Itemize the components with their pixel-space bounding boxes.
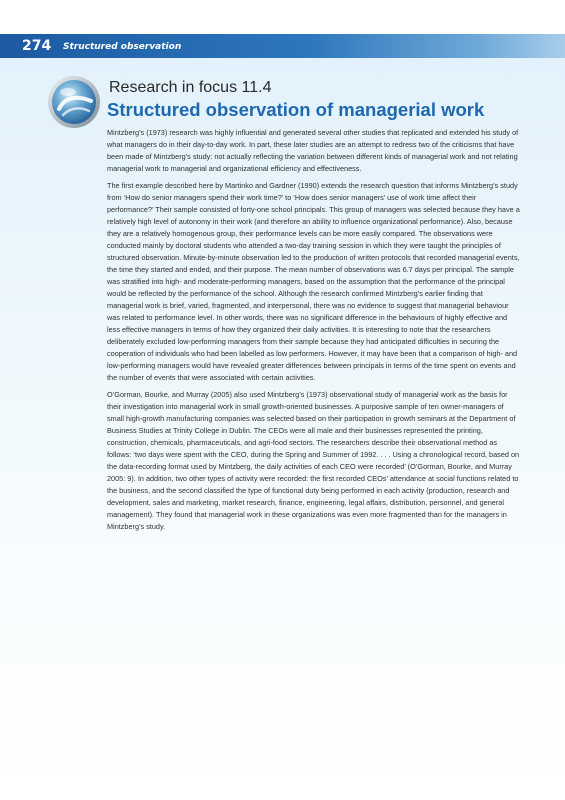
paragraph-2: The first example described here by Martinko and Gardner (1990) extends the research question that informs Mintzberg’s study from ‘How do senior managers spend their work time?’ to ‘How does senior managers’ use of work time affect their performance?’ Their sample consisted of forty-one school principals. This group of managers was selected because they have a relatively high level of autonomy in their work (and therefore an ability to influence organizational performance). Also, because they are a relatively homogenous group, their performance levels can be more easily compared. The observations were conducted mainly by doctoral students who attended a two-day training session in which they were taught the principles of structured observation. Minute-by-minute observation led to the production of written protocols that recorded managerial events, the time they started and ended, and their purpose. The mean number of observations was 6.7 days per principal. The sample was stratified into high- and moderate-performing managers, based on the assumption that the performance of the principal would be reflected by the performance of the school. Although the research confirmed Mintzberg’s earlier finding that managerial work is brief, varied, fragmented, and interpersonal, there was no evidence to suggest that managerial behaviour was related to performance level. In other words, there was no significant difference in the behaviours of highly effective and less effective managers in terms of how they organized their daily activities. It is interesting to note that the researchers deliberately excluded low-performing managers from their sample because they had anticipated difficulties in securing the cooperation of individuals who had been labelled as low performers. However, it may have been that a comparison of high- and low-performing managers would have revealed greater differences between principals in terms of the time spent on events and the number of events that were associated with certain activities. — [107, 181, 520, 382]
page-number: 274 — [22, 38, 52, 54]
research-in-focus-magnifier-icon — [47, 75, 101, 129]
box-label: Research in focus 11.4 — [109, 79, 272, 96]
box-title: Structured observation of managerial work — [107, 99, 485, 120]
running-head: Structured observation — [63, 42, 182, 52]
box-body — [107, 127, 520, 538]
paragraph-1: Mintzberg’s (1973) research was highly influential and generated several other studies that replicated and extended his study of what managers do in their day-to-day work. In part, these later studies are an attempt to redress two of the criticisms that have been made of Mintzberg’s study: not actually reflecting the variation between different kinds of managerial work and not relating managerial work to managerial and organizational efficiency and effectiveness. — [107, 128, 519, 173]
paragraph-3: O’Gorman, Bourke, and Murray (2005) also used Mintzberg’s (1973) observational study of managerial work as the basis for their investigation into managerial work in small growth-oriented businesses. A purposive sample of ten owner-managers of small high-growth manufacturing companies was selected based on their participation in growth seminars at the Department of Business Studies at Trinity College in Dublin. The CEOs were all male and their businesses represented the printing, construction, chemicals, pharmaceuticals, and agri-food sectors. The researchers describe their observational method as follows: ‘two days were spent with the CEO, during the Spring and Summer of 1992. . . . Using a chronological record, based on the data-recording format used by Mintzberg, the daily activities of each CEO were recorded’ (O’Gorman, Bourke, and Murray 2005: 9). In addition, two other types of activity were recorded: the first recorded CEOs’ attendance at social functions related to the business, and the second classified the type of functional duty being performed in each activity (production, research and development, sales and marketing, market research, finance, engineering, legal affairs, distribution, personnel, and general management). They found that managerial work in these organizations was even more fragmented than for the managers in Mintzberg’s study. — [107, 390, 520, 531]
running-header-bar — [0, 34, 565, 58]
